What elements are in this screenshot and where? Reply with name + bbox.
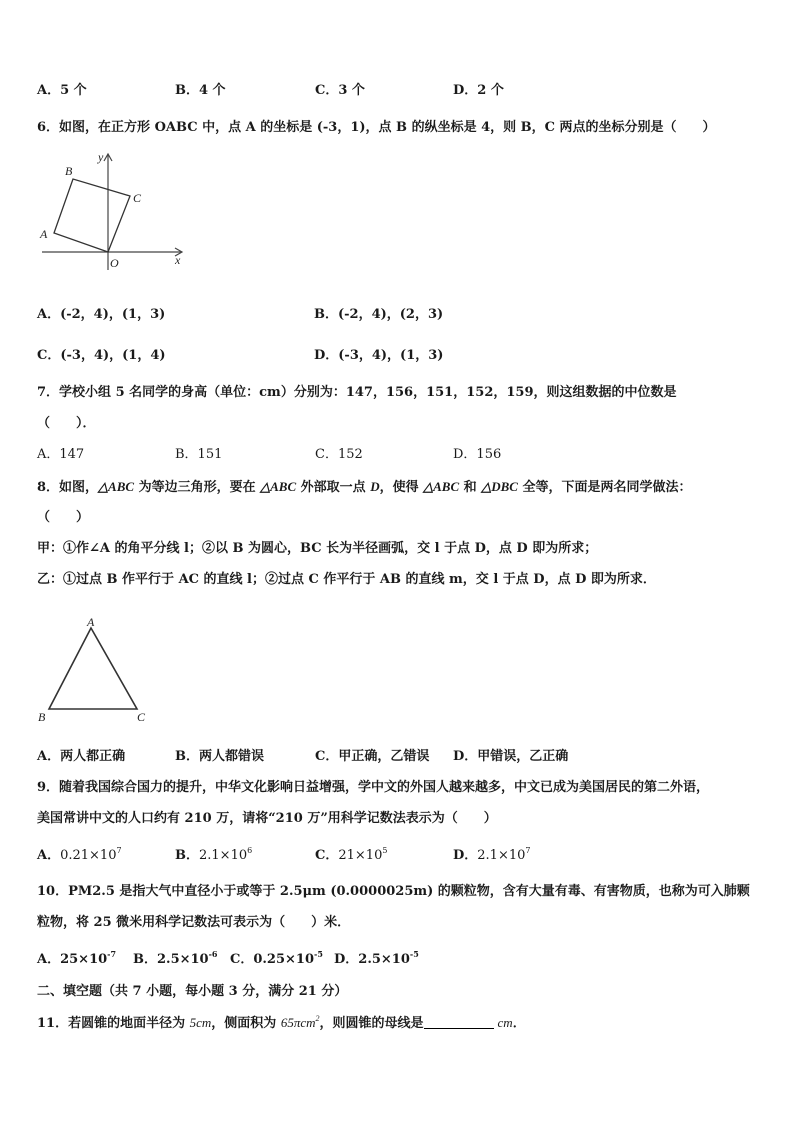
q6-label-x: x: [175, 253, 181, 267]
q8-figure: [36, 614, 166, 726]
q6-label-o: O: [110, 256, 119, 270]
q10-option-c: C．$0.25\times 10^{-5}$: [230, 949, 323, 967]
q8-triangle-dbc: △DBC: [481, 479, 518, 494]
q10-option-a: A．$25\times 10^{-7}$: [37, 949, 117, 967]
q8-triangle: [49, 628, 137, 709]
q5-option-b: B．4 个: [175, 83, 226, 98]
q5-option-c: C．3 个: [315, 83, 365, 98]
q8-option-d: D．甲错误，乙正确: [453, 749, 569, 764]
q8-stem-2: （ ）: [37, 510, 90, 525]
q8-triangle-abc: △ABC: [98, 479, 135, 494]
q8-label-b: B: [38, 710, 46, 724]
q6-label-a: A: [40, 227, 48, 241]
section-2-title: 二、填空题（共 7 小题，每小题 3 分，满分 21 分）: [37, 984, 348, 999]
q9-option-b: B．$2.1\times 10^6$: [175, 846, 253, 863]
q11-unit: cm: [497, 1015, 513, 1030]
q5-option-a: A．5 个: [37, 83, 87, 98]
q6-figure: [36, 148, 196, 273]
q6-square: [54, 179, 130, 252]
q8-method-jia: 甲：①作∠A 的角平分线 l；②以 B 为圆心，BC 长为半径画弧，交 l 于点 D，点 D 即为所求；: [37, 541, 598, 556]
q10-option-d: D．$2.5\times 10^{-5}$: [334, 949, 419, 967]
q11-radius: 5cm: [189, 1015, 212, 1030]
q8-option-a: A．两人都正确: [37, 749, 126, 764]
q6-option-a: A．(-2，4)，(1，3): [37, 307, 166, 322]
q10-option-b: B．$2.5\times 10^{-6}$: [133, 949, 218, 967]
q6-option-b: B．(-2，4)，(2，3): [314, 307, 444, 322]
q6-label-c: C: [133, 191, 142, 205]
q8-label-c: C: [137, 710, 146, 724]
q6-label-y: y: [98, 150, 104, 164]
q9-option-c: C．$21\times 10^5$: [315, 846, 388, 863]
q9-stem-2: 美国常讲中文的人口约有 210 万，请将“210 万”用科学记数法表示为（ ）: [37, 811, 497, 826]
q9-option-d: D．$2.1\times 10^7$: [453, 846, 531, 863]
q10-stem-2: 粒物，将 25 微米用科学记数法可表示为（ ）米．: [37, 915, 351, 930]
q7-option-c: C．152: [315, 447, 363, 462]
q8-option-b: B．两人都错误: [175, 749, 264, 764]
q10-stem: 10．PM2.5 是指大气中直径小于或等于 2.5μm (0.0000025m) 的颗粒物，含有大量有毒、有害物质，也称为可入肺颗: [37, 884, 750, 899]
q6-option-d: D．(-3，4)，(1，3): [314, 348, 444, 363]
q9-option-a: A．$0.21\times 10^7$: [37, 846, 122, 863]
q11-answer-blank[interactable]: [424, 1016, 494, 1029]
q11-area: 65πcm$^2$: [280, 1014, 320, 1030]
q7-option-b: B．151: [175, 447, 223, 462]
q8-option-c: C．甲正确，乙错误: [315, 749, 430, 764]
q8-stem: 8．如图，△ABC 为等边三角形，要在 △ABC 外部取一点 D，使得 △ABC 和 △DBC 全等，下面是两名同学做法：: [37, 479, 692, 495]
q11-stem: 11．若圆锥的地面半径为 5cm，侧面积为 65πcm$^2$，则圆锥的母线是 cm．: [37, 1014, 526, 1031]
q7-option-a: A．147: [37, 447, 85, 462]
q8-point-d: D: [370, 479, 380, 494]
q6-option-c: C．(-3，4)，(1，4): [37, 348, 166, 363]
q8-method-yi: 乙：①过点 B 作平行于 AC 的直线 l；②过点 C 作平行于 AB 的直线 m，交 l 于点 D，点 D 即为所求．: [37, 572, 656, 587]
q7-option-d: D．156: [453, 447, 502, 462]
q5-option-d: D．2 个: [453, 83, 504, 98]
q6-label-b: B: [65, 164, 73, 178]
q6-stem: 6．如图，在正方形 OABC 中，点 A 的坐标是 (-3，1)，点 B 的纵坐标是 4，则 B，C 两点的坐标分别是（ ）: [37, 120, 716, 135]
q8-label-a: A: [87, 615, 95, 629]
q7-stem: 7．学校小组 5 名同学的身高（单位：cm）分别为：147，156，151，152，159，则这组数据的中位数是: [37, 385, 677, 400]
q9-stem: 9．随着我国综合国力的提升，中华文化影响日益增强，学中文的外国人越来越多，中文已成为美国居民的第二外语，: [37, 780, 710, 795]
q7-stem-2: （ ）．: [37, 416, 96, 431]
